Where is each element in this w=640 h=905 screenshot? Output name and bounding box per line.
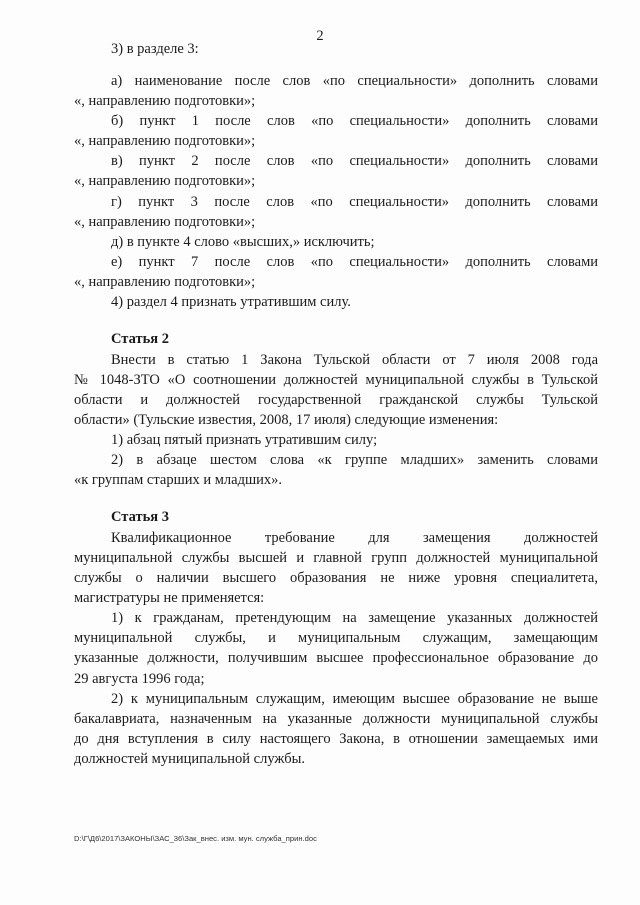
article-2-item-1: 1) абзац пятый признать утратившим силу; [111, 432, 378, 448]
amendment-item-a: а) наименование после слов «по специальности» дополнить словами [111, 73, 598, 89]
article-2-intro-line: Внести в статью 1 Закона Тульской области от 7 июля 2008 года [111, 352, 598, 368]
page-number: 2 [316, 28, 324, 44]
article-3-intro-line: магистратуры не применяется: [74, 590, 265, 606]
article-3-item-1-line: 1) к гражданам, претендующим на замещение указанных должностей [111, 610, 598, 626]
amendment-item-e: е) пункт 7 после слов «по специальности» дополнить словами [111, 254, 598, 270]
amendment-item-d: д) в пункте 4 слово «высших,» исключить; [111, 234, 375, 250]
article-2-intro-line: области» (Тульские известия, 2008, 17 июля) следующие изменения: [74, 412, 499, 428]
article-3-item-1-line: 29 августа 1996 года; [74, 671, 205, 687]
amendment-intro: 3) в разделе 3: [111, 41, 199, 57]
amendment-item-g: г) пункт 3 после слов «по специальности» дополнить словами [111, 194, 598, 210]
article-2-heading: Статья 2 [111, 331, 169, 347]
article-3-heading: Статья 3 [111, 509, 169, 525]
article-3-intro-line: муниципальной службы высшей и главной групп должностей муниципальной [74, 550, 598, 566]
article-2-intro-line: области и должностей государственной гражданской службы Тульской [74, 392, 598, 408]
footer-file-path: D:\Г\Д6\2017\ЗАКОНЫ\ЗАС_36\Зак_внес. изм. мун. служба_прин.doc [74, 834, 317, 843]
amendment-item-a-cont: «, направлению подготовки»; [74, 93, 256, 109]
amendment-item-b: б) пункт 1 после слов «по специальности» дополнить словами [111, 113, 598, 129]
article-3-item-1-line: указанные должности, получившим высшее профессиональное образование до [74, 650, 598, 666]
amendment-item-g-cont: «, направлению подготовки»; [74, 214, 256, 230]
amendment-item-e-cont: «, направлению подготовки»; [74, 274, 256, 290]
amendment-item-v-cont: «, направлению подготовки»; [74, 173, 256, 189]
article-3-item-2-line: должностей муниципальной службы. [74, 751, 305, 767]
article-3-item-1-line: муниципальной службы, и муниципальным служащим, замещающим [74, 630, 598, 646]
article-3-item-2-line: до дня вступления в силу настоящего Закона, в отношении замещаемых ими [74, 731, 598, 747]
amendment-item-v: в) пункт 2 после слов «по специальности» дополнить словами [111, 153, 598, 169]
article-3-item-2-line: бакалавриата, назначенным на указанные должности муниципальной службы [74, 711, 598, 727]
article-2-intro-line: № 1048-ЗТО «О соотношении должностей муниципальной службы в Тульской [74, 372, 598, 388]
article-2-item-2: 2) в абзаце шестом слова «к группе младших» заменить словами [111, 452, 598, 468]
amendment-item-4: 4) раздел 4 признать утратившим силу. [111, 294, 351, 310]
amendment-item-b-cont: «, направлению подготовки»; [74, 133, 256, 149]
article-3-item-2-line: 2) к муниципальным служащим, имеющим высшее образование не выше [111, 691, 598, 707]
article-3-intro-line: службы о наличии высшего образования не ниже уровня специалитета, [74, 570, 598, 586]
article-2-item-2-cont: «к группам старших и младших». [74, 472, 283, 488]
article-3-intro-line: Квалификационное требование для замещения должностей [111, 530, 598, 546]
